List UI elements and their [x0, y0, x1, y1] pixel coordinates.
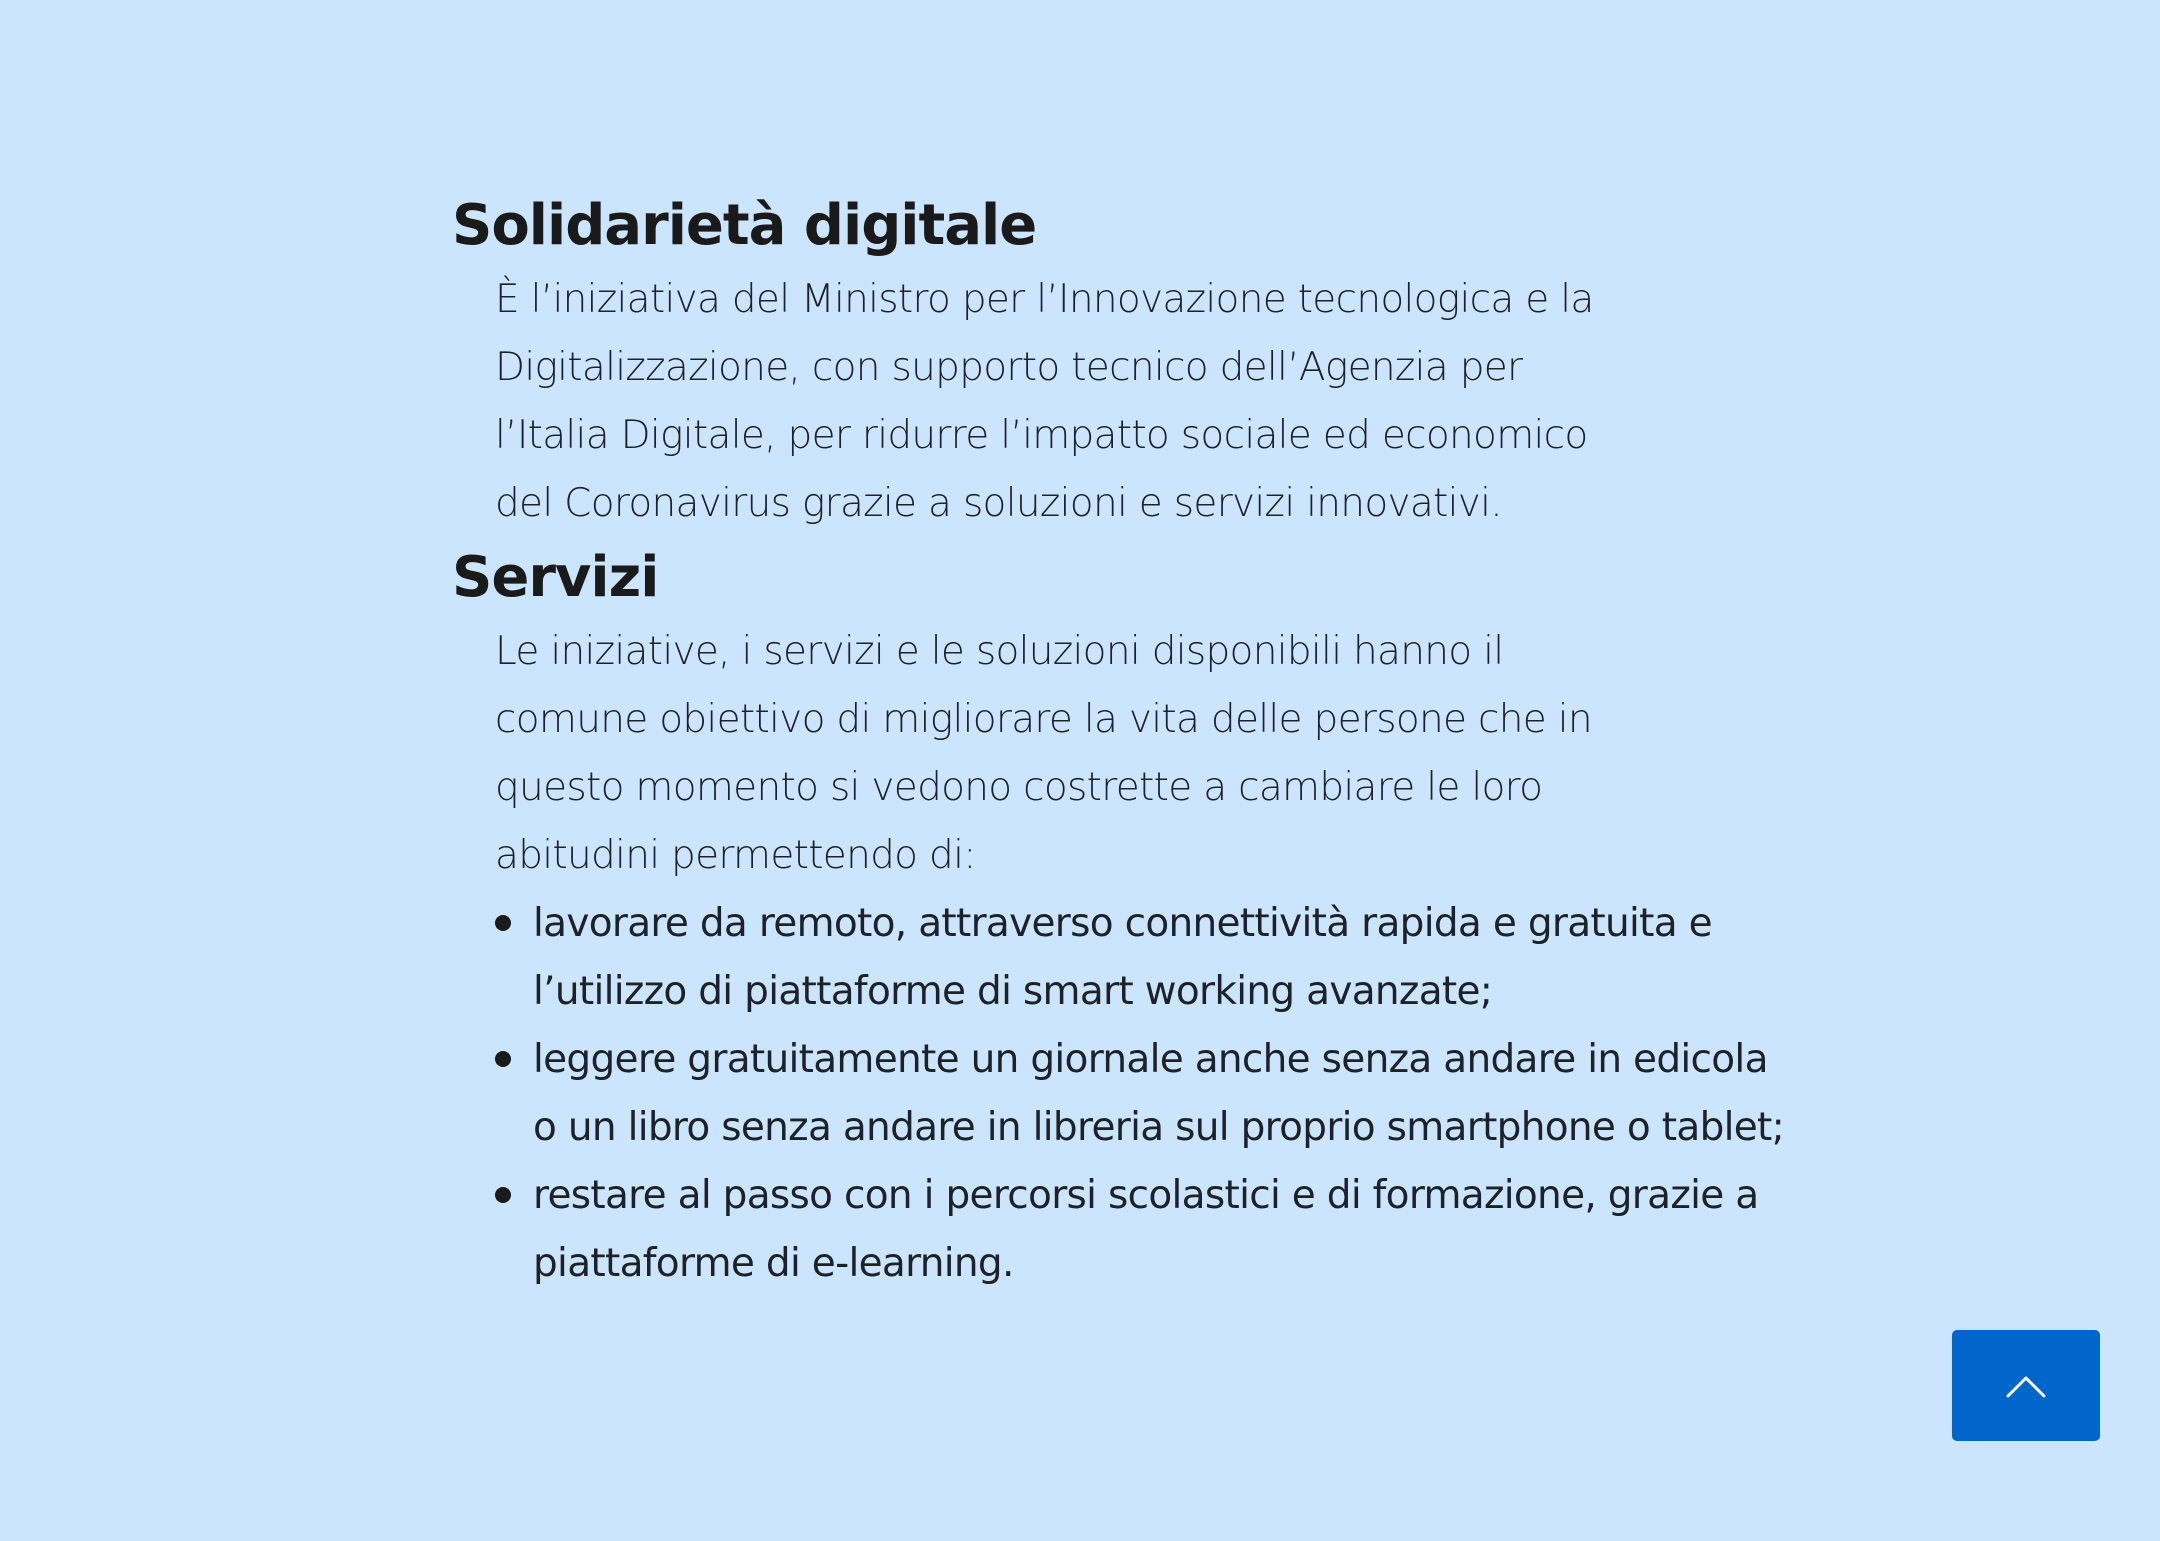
list-item-text: lavorare da remoto, attraverso connettività rapida e gratuita e l’utilizzo di piattaforme di smart working avanzate;	[533, 901, 1712, 1014]
main-content	[452, 186, 1785, 1298]
section-title-servizi: Servizi	[452, 545, 659, 610]
section-paragraph-solidarieta: È l’iniziativa del Ministro per l’Innovazione tecnologica e la Digitalizzazione, con supporto tecnico dell’Agenzia per l’Italia Digitale, per ridurre l’impatto sociale ed economico del Coronavirus grazie a soluzioni e servizi innovativi.	[495, 277, 1594, 526]
bullet-icon	[495, 1187, 511, 1203]
chevron-up-icon	[2006, 1374, 2046, 1398]
section-title-solidarieta: Solidarietà digitale	[452, 193, 1037, 258]
list-item-text: leggere gratuitamente un giornale anche senza andare in edicola o un libro senza andare in libreria sul proprio smartphone o tablet;	[533, 1037, 1785, 1150]
list-item	[495, 890, 1733, 1026]
back-to-top-button[interactable]	[1952, 1330, 2100, 1441]
section-paragraph-servizi: Le iniziative, i servizi e le soluzioni disponibili hanno il comune obiettivo di migliorare la vita delle persone che in questo momento si vedono costrette a cambiare le loro abitudini permettendo di:	[495, 629, 1592, 878]
bullet-icon	[495, 915, 511, 931]
list-item	[495, 1162, 1793, 1298]
services-list	[452, 890, 1785, 1298]
list-item	[495, 1026, 1793, 1162]
bullet-icon	[495, 1051, 511, 1067]
list-item-text: restare al passo con i percorsi scolastici e di formazione, grazie a piattaforme di e-learning.	[533, 1173, 1759, 1286]
